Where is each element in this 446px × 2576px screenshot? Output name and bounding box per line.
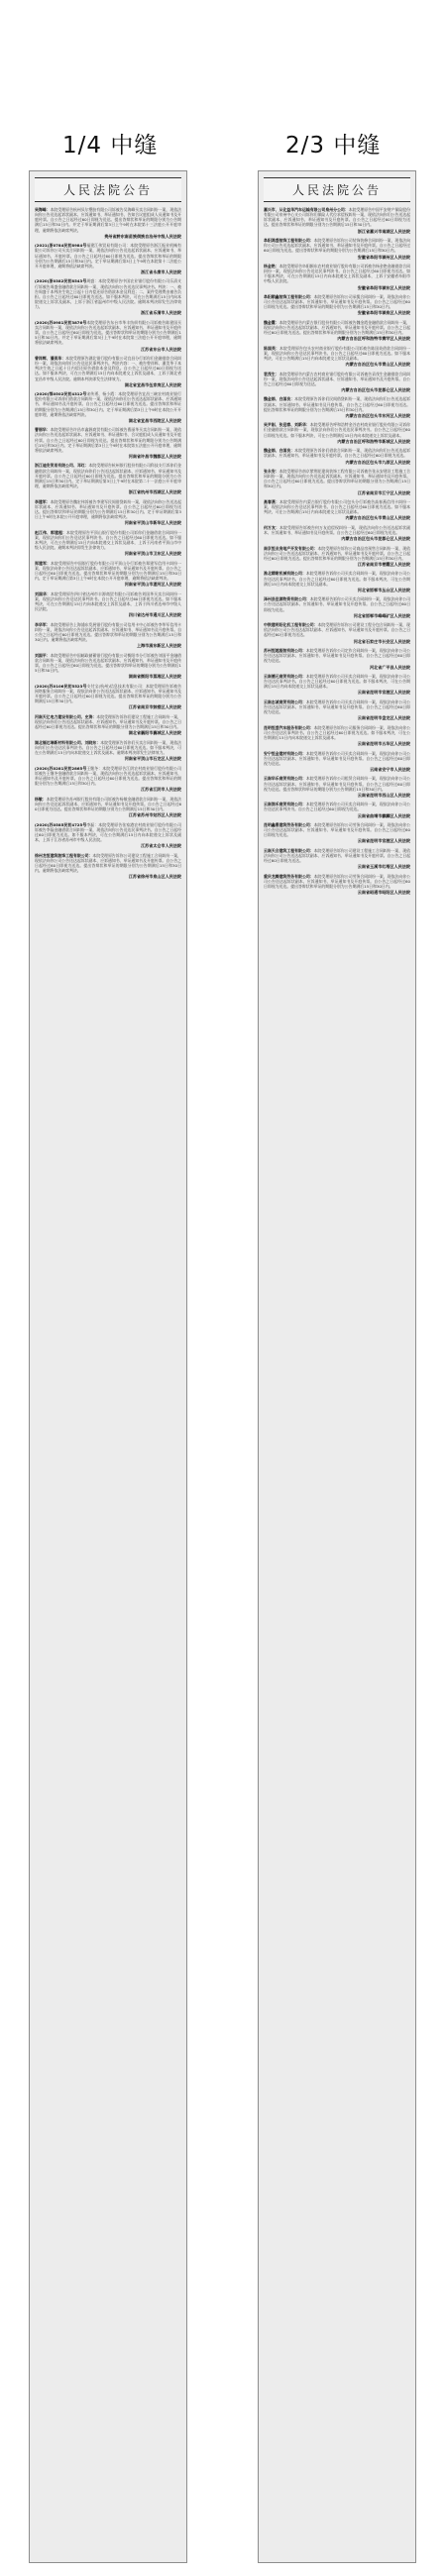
notice-party-name: 吴海峰： <box>35 207 51 212</box>
notice-party-name: 湖北福达瑞新材料有限公司、刘晓东： <box>35 739 101 745</box>
notice-court-signature: 河北省广平县人民法院 <box>370 664 410 670</box>
notice-body <box>264 822 410 837</box>
notice-party-name: (2020)苏0281民初2865号 <box>35 765 87 771</box>
notice-court-signature: 湖北省襄阳市襄城区人民法院 <box>128 730 181 736</box>
notice-court-signature: 浙江省永康市人民法院 <box>141 268 181 274</box>
right-notice-column <box>258 170 416 2563</box>
court-notice <box>259 345 415 371</box>
notice-body <box>264 802 410 811</box>
notice-body <box>264 848 410 863</box>
court-notice <box>259 724 415 750</box>
left-notice-column <box>29 170 187 2563</box>
notice-party-name: 云南华乐商贸有限公司： <box>264 776 306 782</box>
court-notice <box>259 750 415 776</box>
court-notice <box>30 498 186 529</box>
court-notice <box>30 426 186 462</box>
notice-party-name: 魏金娟、白国良： <box>264 448 295 454</box>
notice-party-name: 徐州龙恒建筑装饰工程有限公司： <box>35 852 93 858</box>
notice-text: 本院受理原告诉你公司建设工程施工合同纠纷一案，现依法向你公司公告送达起诉状副本、应诉通知书、举证通知书及开庭传票。自公告之日起经过60日即视为送达。 <box>264 847 411 864</box>
notice-court-signature: 云南省昆明市盘龙区人民法院 <box>357 715 410 721</box>
notice-body <box>35 740 181 755</box>
court-notice <box>259 206 415 237</box>
court-notice <box>30 242 186 277</box>
court-notice <box>259 775 415 801</box>
notice-text: 本院受理原告诉你们建设工程施工合同纠纷一案，现依法向你们公告送达起诉状副本、应诉通知书、举证通知书及开庭传票。自公告之日起经过60日即视为送达。提出答辩状和举证的期限分别为公告期满后15日和30日内。 <box>35 713 182 730</box>
notice-body <box>264 448 410 458</box>
notice-party-name: 安宁恒金建材有限公司： <box>264 750 306 756</box>
notice-text: 李磊：本院受理原告张家港农村商业银行股份有限公司诉被告李磊金融借款合同纠纷一案，现依法向你公告送达民事判决书。自公告之日起经过60日即视为送达。如不服本判决，可在公告期满后15日内向本院递交上诉状及副本，上诉于江苏省苏州市中级人民法院。 <box>35 821 181 842</box>
left-size-label: 1/4 中缝 <box>62 133 159 159</box>
notice-body <box>35 499 181 520</box>
notice-text: 本院受理原告中国平安财产保险股份有限公司泉州中心支公司诉你们保险人代位求偿权纠纷一案，现依法向你们公告送达起诉状副本、应诉通知书、举证通知书及开庭传票。自公告之日起经过60日即视为送达。提出答辩状和举证的期限分别为公告期满后15日和30日内。 <box>264 207 410 228</box>
notice-party-name: 袁茂生： <box>264 371 279 376</box>
notice-court-signature: 河南省平顶山市卫东区人民法院 <box>124 551 181 557</box>
court-notice <box>259 395 415 421</box>
notice-party-name: (2020)鄂0502民初4312号 <box>35 391 87 397</box>
court-notice <box>30 560 186 590</box>
court-notice <box>30 590 186 621</box>
notice-text: 本院受理原告诉你公司承揽合同纠纷一案，现依法向你公司公告送达起诉状副本、应诉通知书、举证通知书及开庭传票。自公告之日起经过60日即视为送达。提出答辩状和举证的期限分别为公告期满后15日和30日内。 <box>264 293 411 310</box>
court-notice <box>30 319 186 355</box>
notice-court-signature: 江苏省太仓市人民法院 <box>141 843 181 849</box>
notice-body <box>264 546 410 561</box>
notice-text: 本院受理原告阜阳颍东农村商业银行股份有限公司诉被告杨金艳金融借款合同纠纷一案，现依法向你公告送达民事判决书。自公告之日起经过60日即视为送达。如不服本判决，可在公告期满后15日内向本院递交上诉状及副本，上诉于安徽省阜阳市中级人民法院。 <box>264 263 411 284</box>
notice-party-name: 李华军： <box>35 621 51 627</box>
notice-text: 本院受理原告苏州银行股份有限公司诉被告杨敏金融借款合同纠纷一案，现依法向你公告送达起诉状副本、应诉通知书、举证通知书及开庭传票。自公告之日起经过60日即视为送达。提出答辩状和举证的期限分别为公告期满后15日和30日内。 <box>35 796 181 811</box>
notice-text: 本院受理原告中国邮政储蓄银行股份有限公司衡阳市分行诉被告刘国平金融借款合同纠纷一案，现依法向你公告送达起诉状副本、应诉通知书、举证通知书及开庭传票。自公告之日起经过60日即视为送达。提出答辩状和举证的期限分别为公告期满后15日和30日内。 <box>35 652 182 674</box>
court-notice <box>259 647 415 673</box>
court-notice <box>259 421 415 447</box>
notice-court-signature: 河北省邯郸市丛台区人民法院 <box>357 587 410 592</box>
notice-party-name: (2020)苏0981民初3876号 <box>35 319 87 325</box>
court-notice <box>30 621 186 652</box>
notice-party-name: 昆明恒盛汽车服务有限公司： <box>264 724 314 730</box>
notice-body <box>264 874 410 889</box>
left-notices-list <box>30 206 186 883</box>
notice-party-name: 浙江迪安贸易有限公司、邓红： <box>35 463 89 469</box>
notice-court-signature: 安徽省阜阳市颍东区人民法院 <box>357 284 410 290</box>
notice-body <box>264 751 410 766</box>
notice-party-name: 中铁建明阳化机工程有限公司： <box>264 622 318 628</box>
notice-text: 本院受理原告四川省达州市丰源商贸有限公司诉被告刘国华买卖合同纠纷一案，现依法向你公告送达民事判决书。自公告之日起经过60日即视为送达。如不服本判决，可在公告期满后15日内向本院递交上诉状及副本，上诉于四川省达州市中级人民法院。 <box>35 590 181 612</box>
notice-party-name: 魏金霞： <box>264 319 279 325</box>
notice-court-signature: 上海市浦东新区人民法院 <box>136 643 181 649</box>
court-notice <box>259 371 415 396</box>
notice-text: 本院受理原告湖北银行股份有限公司宜昌分行诉你们金融借款合同纠纷一案，现依法向你们公告送达民事判决书。判决内容：一、被告曾祥辉、潘美华于本判决生效之日起十日内偿还原告借款本金及利息。自公告之日起经过60日即视为送达。如不服本判决，可在公告期满后15日内向本院递交上诉状及副本，上诉于湖北省宜昌市中级人民法院。逾期本判决即发生法律效力。 <box>35 355 182 381</box>
notice-body <box>264 207 410 228</box>
notice-party-name: 泽州县佳源物资有限公司： <box>264 596 310 602</box>
notice-body <box>35 766 181 787</box>
notice-text: 本院受理原告平顶山银行股份有限公司诉你们金融借款合同纠纷一案，现依法向你们公告送达民事判决书。自公告之日起经过60日即视为送达。如不服本判决，可在公告期满后15日内向本院递交上诉状及副本，上诉于河南省平顶山市中级人民法院。逾期本判决即发生法律效力。 <box>35 529 182 551</box>
court-notice <box>30 355 186 390</box>
notice-party-name: 昆明鑫鼎建筑劳务有限公司： <box>264 822 314 827</box>
notice-body <box>35 243 181 268</box>
notice-party-name: 云南天合建筑工程有限公司： <box>264 847 314 853</box>
court-notice <box>30 529 186 560</box>
notice-party-name: 杨敏： <box>35 796 47 802</box>
notice-body <box>264 396 410 411</box>
notice-party-name: 刘国华： <box>35 590 52 596</box>
notice-body <box>264 622 410 637</box>
notice-body <box>264 499 410 514</box>
notice-text: 本院受理原告杭州银行股份有限公司科技支行诉你们金融借款合同纠纷一案，现依法向你们公告送达起诉状副本、应诉通知书、举证通知书及开庭传票。自公告之日起经过60日即视为送达。提出答辩状和举证的期限分别为公告期满后15日和30日内。定于举证期满后第3日上午9时在本院第二十一法庭公开开庭审理，逾期将依法缺席判决。 <box>35 463 182 489</box>
notice-court-signature: 内蒙古自治区包头市东河区人民法院 <box>345 412 410 418</box>
notice-body <box>35 391 181 417</box>
notice-party-name: 郑建军： <box>35 560 52 566</box>
notice-text: 本院受理原告东台市华丰纺织有限公司诉被告陈建国买卖合同纠纷一案，现依法向你公告送达起诉状副本、应诉通知书、举证通知书及开庭传票。自公告之日起经过60日即视为送达。提出答辩状和举证的期限分别为公告期满后15日和30日内。并定于举证期满后第3日上午9时在本院第三法庭公开开庭审理，逾期将依法缺席判决。 <box>35 319 181 346</box>
notice-body <box>35 207 181 233</box>
notice-party-name: 张永安： <box>264 468 279 474</box>
court-notice <box>259 237 415 263</box>
notice-court-signature: 浙江省乐清市人民法院 <box>141 310 181 316</box>
notice-body <box>35 530 181 551</box>
court-notice <box>259 263 415 293</box>
notice-body <box>264 571 410 586</box>
notice-text: 福建江伟贸易有限公司：本院受理原告浙江振业机械有限公司诉你公司买卖合同纠纷一案，现依法向你公告送达起诉状副本、应诉通知书、举证通知书、开庭传票。自公告之日起经过60日即视为送达。提出答辩状和举证的期限分别为公告期满后15日和30日内。定于举证期满后第3日上午9时在本院第十二法庭公开开庭审理，逾期将依法缺席判决。 <box>35 243 181 268</box>
notice-court-signature: 江苏省南京市栖霞区人民法院 <box>357 562 410 567</box>
notice-party-name: (2020)苏0585民初4725号 <box>35 821 87 827</box>
notice-party-name: 曾祥辉、潘美华： <box>35 355 66 361</box>
notice-text: 本院受理原告诉你公司商品房预售合同纠纷一案，现依法向你公司公告送达起诉状副本、应诉通知书、举证通知书及开庭传票。自公告之日起经过60日即视为送达。提出答辩状和举证的期限分别为公告期满后15日和30日内。 <box>264 545 411 561</box>
notice-text: 本院受理原告包头农村商业银行股份有限公司诉被告陈国英借款合同纠纷一案，现依法向你公告送达民事判决书。自公告之日起经过60日即视为送达。如不服本判决，可在公告期满后15日内向本院递交上诉状及副本。 <box>264 345 410 361</box>
notice-body <box>35 463 181 488</box>
notice-text: 王继冬：本院受理原告江阴农村商业银行股份有限公司诉被告王继冬金融借款合同纠纷一案，现依法向你公告送达起诉状副本、应诉通知书、举证通知书及开庭传票。自公告之日起经过60日即视为送达。提出答辩状和举证的期限分别为公告期满后15日和30日内。 <box>35 765 181 787</box>
notice-body <box>35 822 181 843</box>
notice-court-signature: 贵州省黔东南苗族侗族自治州中级人民法院 <box>104 233 181 239</box>
notice-court-signature: 河南省平顶山市湛河区人民法院 <box>124 582 181 588</box>
notice-party-name: (2020)苏0106民初5523号 <box>35 683 87 689</box>
left-column-header: 人民法院公告 <box>35 177 181 202</box>
notice-party-name: 曹丽华： <box>35 427 51 433</box>
notice-court-signature: 云南省昆明市官渡区人民法院 <box>357 690 410 696</box>
court-notice <box>30 765 186 796</box>
court-notice <box>30 462 186 497</box>
court-notice <box>259 293 415 319</box>
notice-text: 本院受理原告诉你公司买卖合同纠纷一案，现依法向你公司公告送达起诉状副本、应诉通知书、举证通知书及开庭传票。自公告之日起经过60日即视为送达。 <box>264 698 410 715</box>
notice-court-signature: 江苏省江阴市人民法院 <box>141 787 181 793</box>
notice-body <box>264 596 410 611</box>
notice-text: 本院受理原告内蒙古银行股份有限公司包头分行诉被告高春燕信用卡纠纷一案，现依法向你公告送达民事判决书。自公告之日起经过60日即视为送达。如不服本判决，可在公告期满后15日内向本院递交上诉状及副本。 <box>264 498 410 515</box>
notice-court-signature: 内蒙古自治区呼和浩特市新城区人民法院 <box>337 438 410 444</box>
notice-court-signature: 江苏省南京市江宁区人民法院 <box>357 489 410 495</box>
notice-text: 本院受理原告诉你公司劳务合同纠纷一案，现依法向你公司公告送达起诉状副本、应诉通知书、举证通知书及开庭传票。自公告之日起经过60日即视为送达。提出答辩状和举证的期限分别为公告期满后15日和30日内。 <box>264 873 411 890</box>
court-notice <box>259 468 415 498</box>
notice-court-signature: 云南省玉溪市红塔区人民法院 <box>357 864 410 870</box>
notice-court-signature: 江苏省苏州市姑苏区人民法院 <box>128 812 181 818</box>
notice-party-name: (2020)浙0382民初8543号 <box>35 278 87 284</box>
notice-body <box>35 320 181 346</box>
notice-text: 本院受理原告内蒙古银行股份有限公司诉被告魏金霞金融借款合同纠纷一案，现依法向你公告送达起诉状副本、应诉通知书、举证通知书及开庭传票。自公告之日起经过60日即视为送达。提出答辩状和举证的期限分别为公告期满后15日和30日内。 <box>264 319 411 336</box>
notice-court-signature: 湖北省宜昌市西陵区人民法院 <box>128 417 181 423</box>
notice-body <box>264 776 410 791</box>
notice-body <box>264 422 410 437</box>
notice-text: 本院受理原告南京紫荆花建筑装饰工程有限公司诉被告张永安建设工程施工合同纠纷一案，现依法向你公告送达起诉状副本、应诉通知书、举证通知书及开庭传票。自公告之日起经过60日即视为送达。提出答辩状和举证的期限分别为公告期满后15日和30日内。 <box>264 468 411 489</box>
notice-court-signature: 江苏省南京市鼓楼区人民法院 <box>128 704 181 710</box>
court-notice <box>30 390 186 426</box>
notice-text: 本院受理原告诉你公司租赁合同纠纷一案，现依法向你公司公告送达起诉状副本、应诉通知书、举证通知书及开庭传票。自公告之日起经过60日即视为送达。提出答辩状和举证的期限分别为公告期满后15日和30日内。 <box>264 776 410 792</box>
notice-party-name: 吴尹刚、张迎春、刘新华： <box>264 422 310 428</box>
notice-party-name: 何万友： <box>264 524 280 530</box>
notice-court-signature: 内蒙古自治区包头市青山区人民法院 <box>345 515 410 521</box>
notice-body <box>35 653 181 674</box>
notice-text: 本院受理原告诉被告何万友追偿权纠纷一案，现依法向你公告送达起诉状副本、应诉通知书、举证通知书及开庭传票。自公告之日起经过60日即视为送达。 <box>264 524 410 535</box>
notice-text: 本院受理原告内蒙古农村商业银行股份有限公司诉被告袁茂生金融借款合同纠纷一案，现依法向你公告送达起诉状副本、应诉通知书、举证通知书及开庭传票。自公告之日起经过60日即视为送达。 <box>264 371 411 386</box>
court-notice <box>30 852 186 883</box>
notice-court-signature: 湖北省宜昌市伍家岗区人民法院 <box>124 381 181 387</box>
notice-court-signature: 内蒙古自治区包头市昆都仑区人民法院 <box>341 536 410 542</box>
notice-court-signature: 云南省昆明市五华区人民法院 <box>357 741 410 747</box>
court-notice <box>259 595 415 621</box>
notice-text: 本院受理原告诉你公司买卖合同纠纷一案，现依法向你公司公告送达起诉状副本、应诉通知书、举证通知书及开庭传票。自公告之日起经过60日即视为送达。 <box>264 750 410 766</box>
notice-party-name: 杨金艳： <box>264 263 279 268</box>
notice-body <box>35 797 181 811</box>
notice-body <box>35 591 181 612</box>
notice-court-signature: 内蒙古自治区包头市昆都仑区人民法院 <box>341 387 410 393</box>
notice-text: 本院受理原告中国银行股份有限公司平顶山分行诉被告郑建军信用卡纠纷一案，现依法向你公告送达起诉状副本、应诉通知书、举证通知书及开庭传票。自公告之日起经过60日即视为送达。提出答辩状和举证的期限分别为公告期满后15日和30日内。定于举证期满后第3日上午9时在本院公开开庭审理，逾期将依法缺席判决。 <box>35 560 181 582</box>
notice-body <box>264 674 410 689</box>
notice-text: 本院受理原告诉你公司劳务合同纠纷一案，现依法向你公司公告送达起诉状副本、应诉通知书、举证通知书及开庭传票。自公告之日起经过60日即视为送达。 <box>264 822 411 838</box>
notice-text: 本院受理原告诉你们借款合同纠纷一案，现依法向你们公告送达起诉状副本、应诉通知书、举证通知书及开庭传票。自公告之日起经过60日即视为送达。 <box>264 448 411 459</box>
court-notice <box>259 873 415 899</box>
notice-body <box>264 525 410 535</box>
notice-court-signature: 云南省昆明市官渡区人民法院 <box>357 838 410 844</box>
notice-text: 本院受理原告诉你公司建设工程施工合同纠纷一案，现依法向你公司公告送达起诉状副本、应诉通知书、举证通知书及开庭传票。自公告之日起经过60日即视为送达。提出答辩状和举证的期限分别为公告期满后15日和30日内。逾期将依法缺席判决。 <box>35 852 181 874</box>
notice-court-signature: 云南省昭通市昭阳区人民法院 <box>357 890 410 896</box>
notice-text: 支付宝(杭州)信息技术有限公司：本院受理原告诉被告网络服务合同纠纷一案，现依法向你公告送达起诉状副本、应诉通知书、举证通知书及开庭传票。自公告之日起经过60日即视为送达。提出答辩状和举证的期限分别为公告期满后15日和30日内。 <box>35 683 181 704</box>
notice-party-name: 河南天亿电力建设有限公司、史涛： <box>35 713 97 719</box>
notice-body <box>35 622 181 643</box>
notice-party-name: 淮北精耐机械有限公司： <box>264 571 306 577</box>
notice-text: 本院受理原告诉你公司买卖合同纠纷一案，现依法向你公司公告送达民事判决书。自公告之日起经过60日即视为送达。 <box>264 802 410 812</box>
notice-text: 本院受理原告上海浦东发展银行股份有限公司信用卡中心诉被告李华军信用卡纠纷一案，现依法向你公告送达起诉状副本、应诉通知书、举证通知书及开庭传票。自公告之日起经过60日即视为送达。提出答辩状和举证的期限分别为公告期满后15日和30日内。逾期将依法缺席判决。 <box>35 621 182 643</box>
court-notice <box>259 545 415 571</box>
notice-court-signature: 湖南省衡阳市蒸湘区人民法院 <box>128 674 181 680</box>
notice-party-name: 高春燕： <box>264 498 280 504</box>
court-notice <box>30 739 186 765</box>
notice-body <box>264 725 410 740</box>
court-notice <box>30 277 186 318</box>
notice-text: 本院受理原告呼和浩特金谷农村商业银行股份有限公司诉你们金融借款合同纠纷一案，现依法向你们公告送达民事判决书。自公告之日起经过60日即视为送达。如不服本判决，可在公告期满后15日内向本院递交上诉状及副本。 <box>264 422 411 438</box>
notice-court-signature: 安徽省阜阳市颍州区人民法院 <box>357 254 410 260</box>
court-notice <box>30 652 186 683</box>
notice-body <box>264 648 410 663</box>
court-notice <box>259 524 415 545</box>
notice-body <box>264 372 410 386</box>
notice-court-signature: 河南省许昌市魏都区人民法院 <box>128 454 181 460</box>
notice-court-signature: 云南省昆明市西山区人民法院 <box>357 792 410 798</box>
court-notice <box>30 821 186 852</box>
notice-text: 本院受理原告诉你公司定作合同纠纷一案，现依法向你公司公告送达起诉状副本、应诉通知书、举证通知书及开庭传票。自公告之日起经过60日即视为送达。 <box>264 648 410 664</box>
notice-text: 本院受理原告诉你公司装饰装修合同纠纷一案，现依法向你公司公告送达起诉状副本、应诉通知书、举证通知书及开庭传票。自公告之日起经过60日即视为送达。提出答辩状和举证的期限分别为公告期满后15日和30日内。 <box>264 238 411 254</box>
notice-text: 本院受理原告诉你公司买卖合同纠纷一案，现依法向你公司公告送达民事判决书。自公告之日起经过60日即视为送达。如不服本判决，可在公告期满后15日内向本院递交上诉状及副本。 <box>264 571 410 587</box>
court-notice <box>259 673 415 698</box>
court-notice <box>259 821 415 847</box>
notice-text: 本院受理原告诉你公司服务合同纠纷一案，现依法向你公司公告送达民事判决书。自公告之日起经过60日即视为送达。如不服本判决，可在公告期满后15日内向本院递交上诉状及副本。 <box>264 724 411 740</box>
notice-party-name: 云南志诚商贸有限公司： <box>264 698 306 704</box>
notice-body <box>35 714 181 729</box>
court-notice <box>259 801 415 821</box>
notice-court-signature: 云南省安宁市人民法院 <box>370 767 410 772</box>
notice-text: 宋传勇、杨小霞：本院受理原告宜昌三峡农村商业银行股份有限公司诉你们借款合同纠纷一案，现依法向你们公告送达起诉状副本、应诉通知书、举证通知书及开庭传票。自公告之日起经过60日即视为送达。提出答辩状和举证的期限分别为公告期满后15日和30日内。定于举证期满后第3日上午9时在本院公开开庭审理，逾期将依法缺席判决。 <box>35 391 181 417</box>
court-notice <box>259 570 415 595</box>
notice-text: 本院受理原告诉你公司买卖合同纠纷一案，现依法向你公司公告送达民事判决书。自公告之日起经过60日即视为送达。如不服本判决，可在公告期满后15日内向本院递交上诉状及副本。 <box>264 673 410 690</box>
notice-court-signature: 河南省平顶山市石龙区人民法院 <box>124 756 181 762</box>
notice-text: 本院受理原告杭州贝尔塑胶有限公司诉被告吴海峰买卖合同纠纷一案，现依法向你公告送达起诉状副本、应诉通知书、举证通知书、告知合议庭组成人员通知书及开庭传票。自公告之日起经过60日即视为送达。提出答辩状和举证的期限分别为公告期满后15日和30日内。并定于举证期满后第3日上午9时在本院第十三法庭公开开庭审理，逾期将依法缺席判决。 <box>35 207 182 233</box>
notice-body <box>264 238 410 253</box>
notice-party-name: 云南德元商贸有限公司： <box>264 673 306 679</box>
notice-court-signature: 河北省石家庄市长安区人民法院 <box>353 638 410 644</box>
court-notice <box>259 698 415 724</box>
right-column-header: 人民法院公告 <box>264 177 410 202</box>
notice-body <box>35 561 181 582</box>
court-notice <box>30 796 186 821</box>
notice-party-name: 苏州恒越服装有限公司： <box>264 648 306 654</box>
notice-party-name: (2021)浙0784民初8984号 <box>35 243 87 249</box>
notice-body <box>264 699 410 714</box>
notice-court-signature: 内蒙古自治区包头市青山区人民法院 <box>345 362 410 368</box>
notice-body <box>264 294 410 309</box>
notice-body <box>264 469 410 489</box>
right-size-label: 2/3 中缝 <box>285 133 382 159</box>
notice-party-name: 赵江伟、郭建超： <box>35 529 67 535</box>
notice-court-signature: 河北省邯郸市峰峰矿区人民法院 <box>353 612 410 618</box>
notice-party-name: 阜阳顺鑫装饰工程有限公司： <box>264 293 314 299</box>
notice-court-signature: 内蒙古自治区包头市九原区人民法院 <box>345 459 410 465</box>
court-notice <box>30 206 186 242</box>
court-notice <box>259 847 415 873</box>
notice-text: 本院受理原告诉你公司买卖合同纠纷一案，现依法向你公司公告送达起诉状副本、应诉通知书、举证通知书及开庭传票。自公告之日起经过60日即视为送达。 <box>264 596 411 612</box>
court-notice <box>259 319 415 345</box>
notice-text: 周盛：本院受理原告中国农业银行股份有限公司乐清支行诉被告周盛金融借款合同纠纷一案，现依法向你公告送达民事判决书。判决：一、被告周盛于本判决生效之日起十日内偿还原告借款本金及利息；二、案件受理费由被告负担。自公告之日起经过60日即视为送达。如不服本判决，可在公告期满后15日内向本院递交上诉状及副本，上诉于浙江省温州市中级人民法院。逾期本判决即发生法律效力。 <box>35 278 181 310</box>
notice-party-name: 李建军： <box>35 498 51 504</box>
notice-body <box>35 853 181 874</box>
notice-party-name: 陈国英： <box>264 345 280 351</box>
notice-party-name: 刘国平： <box>35 652 51 658</box>
notice-court-signature: 云南省曲靖市麒麟区人民法院 <box>357 812 410 818</box>
notice-body <box>264 264 410 284</box>
notice-party-name: 嘉兴市、从化益华汽车运输有限公司泉州分公司： <box>264 207 349 212</box>
right-notices-list <box>259 206 415 899</box>
notice-court-signature: 安徽省阜阳市颍泉区人民法院 <box>357 310 410 316</box>
court-notice <box>259 498 415 524</box>
notice-text: 本院受理原告诉你们买卖合同纠纷一案，现依法向你们公告送达民事判决书。自公告之日起经过60日即视为送达。如不服本判决，可在公告期满后15日内向本院递交上诉状及副本。逾期本判决即发生法律效力。 <box>35 739 182 756</box>
notice-party-name: 重庆龙腾建筑劳务有限公司： <box>264 873 314 879</box>
notice-party-name: 云南润禾商贸有限公司： <box>264 802 306 807</box>
court-notice <box>30 713 186 739</box>
notice-body <box>35 427 181 453</box>
notice-party-name: 魏金娟、白国良： <box>264 396 295 402</box>
notice-court-signature: 浙江省嘉兴市南湖区人民法院 <box>357 228 410 234</box>
court-notice <box>259 447 415 468</box>
notice-text: 本院受理原告许昌市鑫源商贸有限公司诉被告曹丽华买卖合同纠纷一案，现依法向你公告送达起诉状副本、应诉通知书、举证通知书、合议庭组成人员通知书及开庭传票。自公告之日起经过60日即视为送达。提出答辩状和举证的期限分别为公告期满后15日和30日内。定于举证期满后第3日上午9时在本院第五法庭公开开庭审理，逾期将依法缺席判决。 <box>35 427 182 453</box>
notice-body <box>35 278 181 309</box>
notice-court-signature: 四川省达州市通川区人民法院 <box>128 612 181 618</box>
notice-court-signature: 江苏省徐州市泉山区人民法院 <box>128 874 181 880</box>
notice-court-signature: 江苏省东台市人民法院 <box>141 346 181 352</box>
notice-party-name: 南京恒业房地产开发有限公司： <box>264 545 318 551</box>
court-notice <box>259 621 415 647</box>
notice-body <box>264 320 410 335</box>
notice-court-signature: 浙江省杭州市西湖区人民法院 <box>128 489 181 495</box>
notice-court-signature: 河南省平顶山市新华区人民法院 <box>124 520 181 526</box>
notice-body <box>264 346 410 361</box>
notice-text: 本院受理原告魏宏伟诉被告李建军民间借贷纠纷一案，现依法向你公告送达起诉状副本、应诉通知书、举证通知书及开庭传票。自公告之日起经过60日即视为送达。提出答辩状和举证的期限分别为公告期满后15日和30日内。定于举证期满后第3日上午9时在本院公开开庭审理，逾期将依法缺席判决。 <box>35 498 182 520</box>
court-notice <box>30 683 186 713</box>
notice-text: 本院受理原告诉你公司建设工程分包合同纠纷一案，现依法向你公司公告送达起诉状副本、应诉通知书、举证通知书及开庭传票。自公告之日起经过60日即视为送达。 <box>264 622 411 638</box>
notice-text: 本院受理原告诉你们民间借贷纠纷一案，现依法向你们公告送达起诉状副本、应诉通知书、举证通知书及开庭传票。自公告之日起经过60日即视为送达。提出答辩状和举证的期限分别为公告期满后15日和30日内。 <box>264 396 411 412</box>
notice-court-signature: 内蒙古自治区呼和浩特市赛罕区人民法院 <box>337 336 410 342</box>
notice-body <box>35 684 181 704</box>
notice-body <box>35 356 181 381</box>
notice-party-name: 阜阳鸿盛装饰工程有限公司： <box>264 238 314 244</box>
